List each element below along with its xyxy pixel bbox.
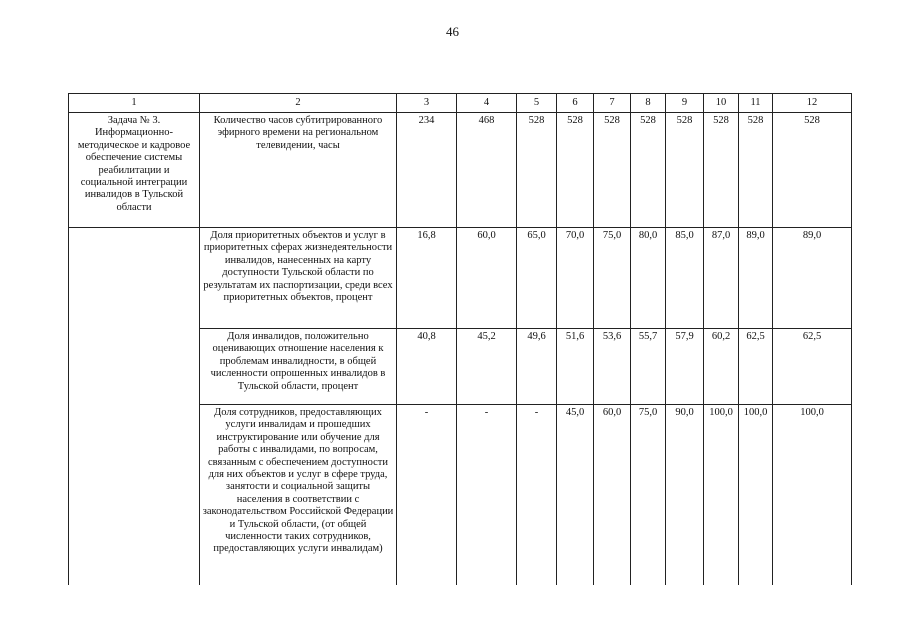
header-cell: 5: [517, 94, 557, 113]
indicator-cell: Количество часов субтитрированного эфирного времени на региональном телевидении, часы: [200, 113, 397, 228]
header-cell: 7: [594, 94, 631, 113]
value-cell: 65,0: [517, 228, 557, 329]
table-row: [69, 405, 852, 585]
value-cell: 62,5: [773, 329, 852, 405]
empty-task-cell: [69, 329, 200, 405]
value-cell: 53,6: [594, 329, 631, 405]
value-cell: 80,0: [631, 228, 666, 329]
value-cell: 40,8: [397, 329, 457, 405]
value-cell: 90,0: [666, 405, 704, 585]
value-cell: 51,6: [557, 329, 594, 405]
indicator-cell: Доля приоритетных объектов и услуг в приоритетных сферах жизнедеятельности инвалидов, нанесенных на карту доступности Тульской области по результатам их паспортизации, среди всех приоритетных объектов, процент: [200, 228, 397, 329]
value-cell: 16,8: [397, 228, 457, 329]
value-cell: 528: [773, 113, 852, 228]
value-cell: 75,0: [594, 228, 631, 329]
value-cell: 528: [666, 113, 704, 228]
table-row: [69, 329, 852, 405]
value-cell: 49,6: [517, 329, 557, 405]
value-cell: 45,2: [457, 329, 517, 405]
table-row: [69, 113, 852, 228]
value-cell: 57,9: [666, 329, 704, 405]
value-cell: 70,0: [557, 228, 594, 329]
header-cell: 8: [631, 94, 666, 113]
value-cell: 100,0: [773, 405, 852, 585]
header-cell: 1: [69, 94, 200, 113]
value-cell: 89,0: [739, 228, 773, 329]
value-cell: 75,0: [631, 405, 666, 585]
value-cell: 528: [594, 113, 631, 228]
empty-task-cell: [69, 228, 200, 329]
indicator-cell: Доля инвалидов, положительно оценивающих отношение населения к проблемам инвалидности, в общей численности опрошенных инвалидов в Тульской области, процент: [200, 329, 397, 405]
table-row: [69, 228, 852, 329]
task-cell: Задача № 3. Информационно-методическое и кадровое обеспечение системы реабилитации и социальной интеграции инвалидов в Тульской области: [69, 113, 200, 228]
page-number: 46: [446, 24, 459, 39]
header-cell: 10: [704, 94, 739, 113]
value-cell: 87,0: [704, 228, 739, 329]
value-cell: 528: [557, 113, 594, 228]
value-cell: 528: [631, 113, 666, 228]
empty-task-cell: [69, 405, 200, 585]
value-cell: 45,0: [557, 405, 594, 585]
value-cell: 528: [739, 113, 773, 228]
value-cell: 234: [397, 113, 457, 228]
header-row: [69, 94, 852, 113]
value-cell: 100,0: [739, 405, 773, 585]
value-cell: 528: [704, 113, 739, 228]
value-cell: -: [517, 405, 557, 585]
value-cell: 60,0: [594, 405, 631, 585]
value-cell: 100,0: [704, 405, 739, 585]
value-cell: 89,0: [773, 228, 852, 329]
value-cell: 62,5: [739, 329, 773, 405]
value-cell: 60,2: [704, 329, 739, 405]
indicator-cell: Доля сотрудников, предоставляющих услуги инвалидам и прошедших инструктирование или обучение для работы с инвалидами, по вопросам, связанным с обеспечением доступности для них объектов и услуг в сфере труда, занятости и социальной защиты населения в соответствии с законодательством Российской Федерации и Тульской области, (от общей численности таких сотрудников, предоставляющих услуги инвалидам): [200, 405, 397, 585]
header-cell: 2: [200, 94, 397, 113]
header-cell: 4: [457, 94, 517, 113]
indicators-table: [68, 93, 852, 585]
value-cell: -: [397, 405, 457, 585]
value-cell: 55,7: [631, 329, 666, 405]
value-cell: 468: [457, 113, 517, 228]
value-cell: 85,0: [666, 228, 704, 329]
header-cell: 6: [557, 94, 594, 113]
value-cell: 60,0: [457, 228, 517, 329]
header-cell: 9: [666, 94, 704, 113]
header-cell: 11: [739, 94, 773, 113]
value-cell: -: [457, 405, 517, 585]
header-cell: 3: [397, 94, 457, 113]
value-cell: 528: [517, 113, 557, 228]
header-cell: 12: [773, 94, 852, 113]
